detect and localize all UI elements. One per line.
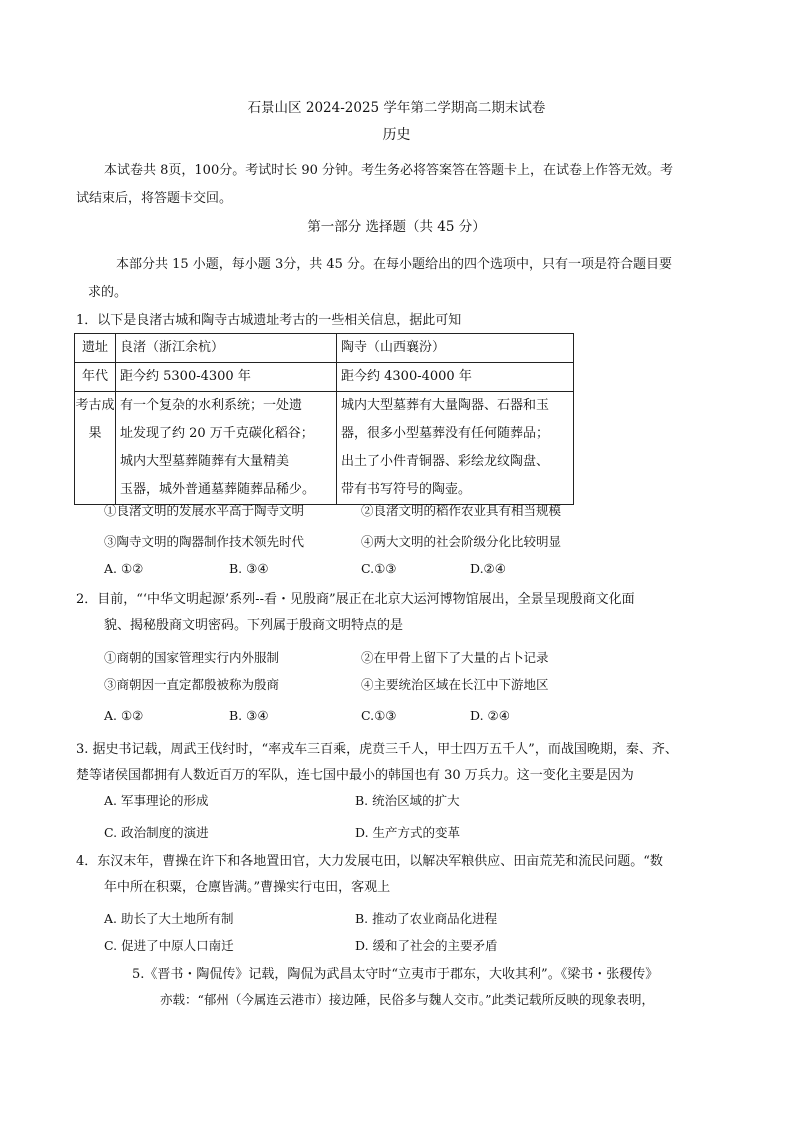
cell-line: 城内大型墓葬随葬有大量精美 <box>120 454 290 469</box>
subject-title: 历史 <box>382 127 411 143</box>
intro-line-2: 试结束后，将答题卡交回。 <box>76 191 233 206</box>
cell-line: 玉器，城外普通墓葬随葬品稀少。 <box>120 482 316 497</box>
q1-statement-4: ④两大文明的社会阶级分化比较明显 <box>361 534 562 549</box>
table-header-cell: 陶寺（山西襄汾） <box>337 334 574 363</box>
q4-stem-line-2: 年中所在积粟，仓廪皆满。”曹操实行屯田，客观上 <box>104 880 391 895</box>
q4-option-b: B. 推动了农业商品化进程 <box>355 911 498 926</box>
q5-stem-line-2: 亦载：“郁州（今属连云港市）接边陲，民俗多与魏人交市。”此类记载所反映的现象表明， <box>160 992 655 1007</box>
q1-statement-1: ①良渚文明的发展水平高于陶寺文明 <box>104 503 305 518</box>
q3-stem-line-2: 楚等诸侯国都拥有人数近百万的军队，连七国中最小的韩国也有 30 万兵力。这一变化主要是因为 <box>76 768 634 783</box>
q1-option-c: C.①③ <box>361 561 397 576</box>
table-header-cell: 良渚（浙江余杭） <box>116 334 337 363</box>
table-cell <box>75 392 116 505</box>
q2-statement-3: ③商朝因一直定都殷被称为殷商 <box>104 677 280 692</box>
table-row <box>75 334 574 363</box>
table-row <box>75 392 574 505</box>
q1-option-d: D.②④ <box>470 561 506 576</box>
table-header-cell: 遗址 <box>75 334 116 363</box>
cell-line: 城内大型墓葬有大量陶器、石器和玉 <box>341 398 550 413</box>
q2-stem-line-1: 2．目前，“‘中华文明起源’系列--看・见殷商”展正在北京大运河博物馆展出，全景呈现殷商文化面 <box>76 592 635 607</box>
table-cell <box>116 392 337 505</box>
q4-option-a: A. 助长了大土地所有制 <box>104 911 234 926</box>
exam-title: 石景山区 2024-2025 学年第二学期高二期末试卷 <box>247 100 546 116</box>
table-cell <box>337 392 574 505</box>
q4-option-d: D. 缓和了社会的主要矛盾 <box>355 938 498 953</box>
intro-line-1: 本试卷共 8页，100分。考试时长 90 分钟。考生务必将答案答在答题卡上，在试卷上作答无效。考 <box>104 163 674 178</box>
part1-instructions-2: 求的。 <box>88 285 128 300</box>
q3-option-a: A. 军事理论的形成 <box>104 793 209 808</box>
part1-heading: 第一部分 选择题（共 45 分） <box>307 219 486 235</box>
q2-option-d: D. ②④ <box>470 708 510 723</box>
q4-stem-line-1: 4．东汉末年，曹操在许下和各地置田官，大力发展屯田，以解决军粮供应、田亩荒芜和流民问题。“数 <box>76 854 663 869</box>
q2-statement-4: ④主要统治区域在长江中下游地区 <box>361 677 549 692</box>
q2-option-a: A. ①② <box>104 708 144 723</box>
cell-line: 有一个复杂的水利系统；一处遗 <box>120 398 303 413</box>
table-row <box>75 363 574 392</box>
q4-option-c: C. 促进了中原人口南迁 <box>104 938 234 953</box>
cell-line: 器，很多小型墓葬没有任何随葬品； <box>341 426 550 441</box>
q2-statement-1: ①商朝的国家管理实行内外服制 <box>104 650 280 665</box>
q3-option-c: C. 政治制度的演进 <box>104 825 209 840</box>
table-cell: 距今约 4300-4000 年 <box>337 363 574 392</box>
q1-stem: 1．以下是良渚古城和陶寺古城遗址考古的一些相关信息，据此可知 <box>76 313 462 328</box>
q3-stem-line-1: 3. 据史书记载，周武王伐纣时，“率戎车三百乘，虎贲三千人，甲士四万五千人”，而战国晚期，秦、齐、 <box>76 742 678 757</box>
q2-option-b: B. ③④ <box>229 708 269 723</box>
table-cell: 年代 <box>75 363 116 392</box>
cell-line: 址发现了约 20 万千克碳化稻谷； <box>120 426 314 441</box>
q3-option-d: D. 生产方式的变革 <box>355 825 461 840</box>
q3-option-b: B. 统治区域的扩大 <box>355 793 460 808</box>
q1-archaeology-table <box>74 333 574 505</box>
cell-line: 考古成 <box>75 398 115 413</box>
q1-statement-2: ②良渚文明的稻作农业具有相当规模 <box>361 503 562 518</box>
q2-stem-line-2: 貌、揭秘殷商文明密码。下列属于殷商文明特点的是 <box>104 618 404 633</box>
part1-instructions-1: 本部分共 15 小题，每小题 3分，共 45 分。在每小题给出的四个选项中，只有一项是符合题目要 <box>116 257 673 272</box>
cell-line: 果 <box>88 426 102 441</box>
q1-option-b: B. ③④ <box>229 561 269 576</box>
q2-statement-2: ②在甲骨上留下了大量的占卜记录 <box>361 650 549 665</box>
q1-statement-3: ③陶寺文明的陶器制作技术领先时代 <box>104 534 305 549</box>
table-cell: 距今约 5300-4300 年 <box>116 363 337 392</box>
cell-line: 带有书写符号的陶壶。 <box>341 482 472 497</box>
q2-option-c: C.①③ <box>361 708 397 723</box>
cell-line: 出土了小件青铜器、彩绘龙纹陶盘、 <box>341 454 550 469</box>
q5-stem-line-1: 5.《晋书・陶侃传》记载，陶侃为武昌太守时“立夷市于郡东，大收其利”。《梁书・张稷传》 <box>132 967 659 982</box>
q1-option-a: A. ①② <box>104 561 144 576</box>
